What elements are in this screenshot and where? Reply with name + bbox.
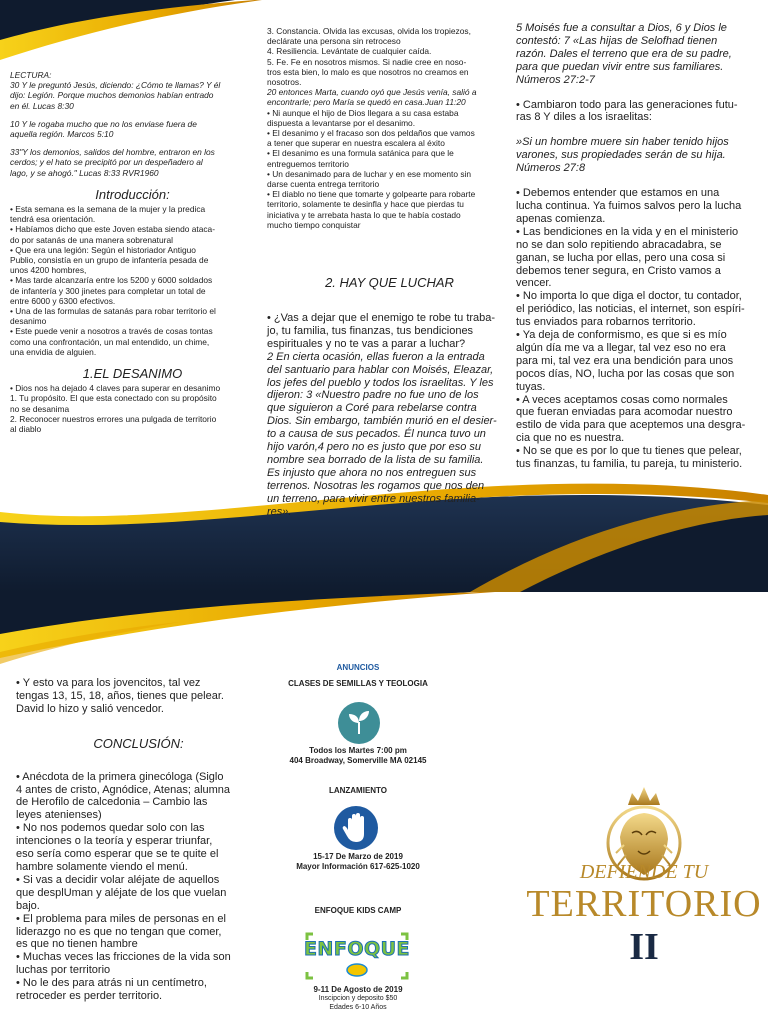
lectura-line: 33"Y los demonios, salidos del hombre, entraron en los — [10, 147, 215, 158]
text-line: • Ya deja de conformismo, es que si es mío — [516, 329, 727, 342]
text-line: vencer. — [516, 277, 552, 290]
intro-line: Publio, consistía en un grupo de infantería pesada de — [10, 255, 209, 266]
text-line: espirituales y no te vas a parar a luchar? — [267, 337, 466, 350]
intro-line: • Este puede venir a nosotros a través de cosas tontas — [10, 326, 213, 337]
clases-title: CLASES DE SEMILLAS Y TEOLOGIA — [288, 679, 428, 688]
text-line: hambre solamente viendo el menú. — [16, 860, 188, 873]
intro-line: unos 4200 hombres, — [10, 265, 87, 276]
lanzamiento-details — [270, 852, 446, 872]
intro-line: una envidia de alguien. — [10, 346, 97, 357]
text-line: • A veces aceptamos cosas como normales — [516, 393, 728, 406]
text-line: ras 8 Y diles a los israelitas: — [516, 111, 652, 124]
logo-line-numeral: II — [629, 926, 659, 968]
text-line: luchas por territorio — [16, 964, 111, 977]
verse-line: to a causa de sus pecados. Él nunca tuvo un — [267, 428, 486, 441]
logo-line-defiende: DEFIENDE TU — [579, 861, 709, 883]
text-line: • El desanimo y el fracaso son dos peldaños que vamos — [267, 128, 475, 139]
text-line: • No importa lo que diga el doctor, tu contador, — [516, 290, 742, 303]
verse-line: para que puedan vivir entre sus familiares. — [516, 60, 724, 73]
text-line: • Muchas veces las fricciones de la vida son — [16, 951, 231, 964]
column-luchar — [267, 312, 512, 519]
text-line: dispuesta a levantarse por el desanimo. — [267, 117, 416, 128]
desanimo-line: 1. Tu propósito. El que esta conectado con su propósito — [10, 393, 217, 404]
text-line: • No nos podemos quedar solo con las — [16, 822, 205, 835]
intro-line: de infantería y 300 jinetes para completar un total de — [10, 285, 206, 296]
verse-line: un terreno, para vivir entre nuestros familia- — [267, 492, 480, 505]
text-line: para mi, tal vez era una bendición para unos — [516, 354, 734, 367]
verse-line: que siguieron a Coré para rebelarse contra — [267, 402, 477, 415]
text-line: 3. Constancia. Olvida las excusas, olvida los tropiezos, — [267, 26, 471, 36]
verse-line: Números 27:8 — [516, 162, 586, 175]
lectura-line: 30 Y le preguntó Jesús, diciendo: ¿Cómo te llamas? Y él — [10, 80, 221, 91]
text-line: tros esta bien, lo malo es que nosotros no creamos en — [267, 66, 469, 77]
clases-time: Todos los Martes 7:00 pm — [309, 746, 407, 755]
intro-heading: Introducción: — [95, 186, 170, 202]
kids-camp-deposit: Inscipcion y deposito $50 — [318, 995, 398, 1002]
text-line: jo, tu familia, tus finanzas, tus bendiciones — [267, 324, 474, 337]
text-line: algún día me va a llegar, tal vez eso no era — [516, 341, 726, 354]
text-line: retroceder es perder territorio. — [16, 990, 163, 1003]
kids-camp-title: ENFOQUE KIDS CAMP — [314, 906, 402, 915]
text-line: declárate una persona sin retroceso — [267, 36, 401, 47]
verse-line: Es injusto que ahora no nos entreguen sus — [267, 466, 477, 479]
verse-line: 5 Moisés fue a consultar a Dios, 6 y Dios le — [516, 22, 727, 34]
lectura-line: cerdos; y el hato se precipitó por un despeñadero al — [10, 157, 203, 168]
column-lectura — [10, 70, 255, 434]
verse-line: encontrarle; pero María se quedó en casa.Juan 11:20 — [267, 97, 466, 108]
lanzamiento-phone: Mayor Información 617-625-1020 — [296, 862, 420, 871]
intro-line: • Una de las formulas de satanás para robar territorio el — [10, 306, 216, 317]
text-line: • Ni aunque el hijo de Dios llegara a su casa estaba — [267, 107, 459, 118]
text-line: estilo de vida para que aceptemos una desgra- — [516, 419, 746, 432]
text-line: intenciones o la teoría y esperar triunfar, — [16, 835, 213, 848]
text-line: 4. Resiliencia. Levántate de cualquier caída. — [267, 46, 432, 57]
text-line: de Herofilo de calcedonia – Cambio las — [16, 796, 208, 809]
desanimo-heading: 1.EL DESANIMO — [82, 366, 183, 382]
intro-line: • Habíamos dicho que este Joven estaba siendo ataca- — [10, 224, 215, 235]
hand-icon — [334, 806, 378, 850]
clases-address: 404 Broadway, Somerville MA 02145 — [289, 756, 427, 765]
clases-block — [270, 679, 446, 689]
luchar-heading: 2. HAY QUE LUCHAR — [325, 275, 454, 290]
column-bendiciones — [516, 22, 766, 471]
text-line: pocos días, NO, lucha por las cosas que son — [516, 367, 735, 380]
enfoque-kids-logo — [303, 932, 411, 980]
intro-line: • Mas tarde alcanzaría entre los 5200 y 6000 soldados — [10, 275, 213, 286]
text-line: iniciativa y te arrebata hasta lo que te había costado — [267, 209, 461, 220]
text-line: 5. Fe. Fe en nosotros mismos. Si nadie cree en noso- — [267, 56, 467, 67]
verse-line: 2 En cierta ocasión, ellas fueron a la entrada — [267, 350, 485, 363]
text-line: • No le des para atrás ni un centímetro, — [16, 977, 207, 990]
text-line: territorio, solamente te desinfla y hace que pierdas tu — [267, 199, 464, 210]
desanimo-line: no se desanima — [10, 403, 70, 414]
kids-camp-details — [270, 985, 446, 1012]
text-line: • No se que es por lo que tu tienes que pelear, — [516, 445, 742, 458]
text-line: 4 antes de cristo, Agnódice, Atenas; alumna — [16, 783, 231, 796]
text-line: • Debemos entender que estamos en una — [516, 187, 720, 200]
text-line: • Si vas a decidir volar aléjate de aquellos — [16, 873, 220, 886]
clases-details — [270, 746, 446, 766]
lanzamiento-date: 15-17 De Marzo de 2019 — [313, 852, 403, 861]
intro-line: • Que era una legión: Según el historiador Antiguo — [10, 244, 196, 255]
verse-line: contestó: 7 «Las hijas de Selofhad tienen — [516, 34, 718, 47]
text-line: • Cambiaron todo para las generaciones futu- — [516, 98, 738, 111]
lectura-line: 10 Y le rogaba mucho que no los enviase fuera de — [10, 118, 197, 129]
verse-line: hijo varón,4 pero no es justo que por eso su — [267, 441, 482, 454]
text-line: eso sería como esperar que se te quite el — [16, 848, 219, 861]
column-conclusion — [16, 677, 261, 1003]
kids-camp-ages: Edades 6-10 Años — [329, 1003, 387, 1011]
text-line: leyes atenienses) — [16, 809, 102, 822]
verse-line: 20 entonces Marta, cuando oyó que Jesús venía, salió a — [267, 87, 477, 98]
text-line: a tener que superar en nuestra escalera al éxito — [267, 138, 445, 149]
conclusion-heading: CONCLUSIÓN: — [93, 735, 184, 751]
text-line: no se dan solo repitiendo abracadabra, se — [516, 238, 722, 251]
text-line: liderazgo no es que no tengan que comer, — [16, 925, 222, 938]
text-line: • Un desanimado para de luchar y en ese momento sin — [267, 168, 472, 179]
verse-line: Números 27:2-7 — [516, 73, 595, 86]
text-line: lucha continua. Ya fuimos salvos pero la lucha — [516, 199, 742, 212]
text-line: el periódico, las noticias, el internet, son espíri- — [516, 303, 745, 316]
text-line: tus enviados para robarnos territorio. — [516, 316, 696, 329]
text-line: • El desanimo es una formula satánica para que le — [267, 148, 454, 159]
text-line: ganan, se lucha por ellas, pero una cosa si — [516, 251, 726, 264]
text-line: tengas 13, 15, 18, años, tienes que pelear. — [16, 689, 224, 702]
intro-line: tendrá esa orientación. — [10, 214, 96, 225]
text-line: • ¿Vas a dejar que el enemigo te robe tu traba- — [267, 312, 496, 324]
kids-camp-block — [270, 906, 446, 916]
verse-line: nombre sea borrado de la lista de su familia. — [267, 453, 484, 466]
verse-line: dijeron: 3 «Nuestro padre no fue uno de los — [267, 389, 479, 402]
verse-line: res». — [267, 505, 292, 518]
text-line: tus finanzas, tu familia, tu pareja, tu ministerio. — [516, 458, 743, 471]
text-line: bajo. — [16, 899, 40, 912]
lectura-line: dijo: Legión. Porque muchos demonios habían entrado — [10, 90, 214, 101]
text-line: • Las bendiciones en la vida y en el ministerio — [516, 225, 739, 238]
text-line: nosotros. — [267, 77, 302, 88]
kids-camp-date: 9-11 De Agosto de 2019 — [313, 985, 403, 994]
text-line: • El diablo no tiene que tomarte y golpearte para robarte — [267, 189, 476, 200]
column-desanimo — [267, 26, 512, 230]
announcements-title — [270, 663, 446, 672]
text-line: • El problema para miles de personas en el — [16, 912, 226, 925]
lectura-line: lago, y se ahogó." Lucas 8:33 RVR1960 — [10, 167, 159, 178]
text-line: apenas comienza. — [516, 212, 606, 225]
logo-line-territorio: TERRITORIO — [526, 883, 762, 925]
verse-line: »Si un hombre muere sin haber tenido hijos — [516, 136, 729, 149]
lectura-label: LECTURA: — [10, 70, 52, 80]
verse-line: varones, sus propiedades serán de su hija. — [516, 149, 726, 162]
text-line: tuyas. — [516, 380, 546, 393]
verse-line: terrenos. Nosotras les rogamos que nos den — [267, 479, 485, 492]
desanimo-line: 2. Reconocer nuestros errores una pulgada de territorio — [10, 413, 217, 424]
intro-line: desanimo — [10, 316, 47, 327]
verse-line: los jefes del pueblo y todos los israelitas. Y les — [267, 376, 494, 389]
verse-line: razón. Dales el terreno que era de su padre, — [516, 47, 732, 60]
anuncios-heading: ANUNCIOS — [336, 663, 380, 672]
desanimo-line: al diablo — [10, 424, 42, 435]
text-line: entreguemos territorio — [267, 158, 349, 169]
text-line: cia que no es nuestra. — [516, 432, 625, 445]
enfoque-logo-text: ENFOQUE — [303, 938, 411, 960]
verse-line: del santuario para hablar con Moisés, Eleazar, — [267, 363, 494, 376]
text-line: mucho tiempo conquistar — [267, 219, 361, 230]
text-line: darse cuenta entrega territorio — [267, 179, 380, 190]
text-line: que desplUman y aléjate de los que vuelan — [16, 886, 227, 899]
lanzamiento-title: LANZAMIENTO — [328, 786, 388, 795]
intro-line: entre 6000 y 6300 efectivos. — [10, 295, 116, 306]
desanimo-line: • Dios nos ha dejado 4 claves para superar en desanimo — [10, 383, 221, 394]
intro-line: como una confrontación, un mal entendido, un chime, — [10, 336, 210, 347]
text-line: David lo hizo y salió vencedor. — [16, 702, 164, 715]
text-line: • Y esto va para los jovencitos, tal vez — [16, 677, 201, 689]
text-line: debemos tener segura, en Cristo vamos a — [516, 264, 721, 277]
text-line: • Anécdota de la primera ginecóloga (Siglo — [16, 770, 224, 783]
text-line: que fueran enviadas para acomodar nuestro — [516, 406, 733, 419]
lectura-line: aquella región. Marcos 5:10 — [10, 129, 114, 140]
intro-line: • Esta semana es la semana de la mujer y la predica — [10, 204, 206, 215]
lectura-line: en él. Lucas 8:30 — [10, 100, 74, 111]
text-line: es que no tienen hambre — [16, 938, 138, 951]
defiende-tu-territorio-logo — [520, 775, 768, 975]
sprout-icon — [338, 702, 380, 744]
intro-line: do por satanás de una manera sobrenatural — [10, 234, 173, 245]
lanzamiento-block — [270, 786, 446, 796]
verse-line: Dios. Sin embargo, también murió en el desier- — [267, 415, 497, 428]
